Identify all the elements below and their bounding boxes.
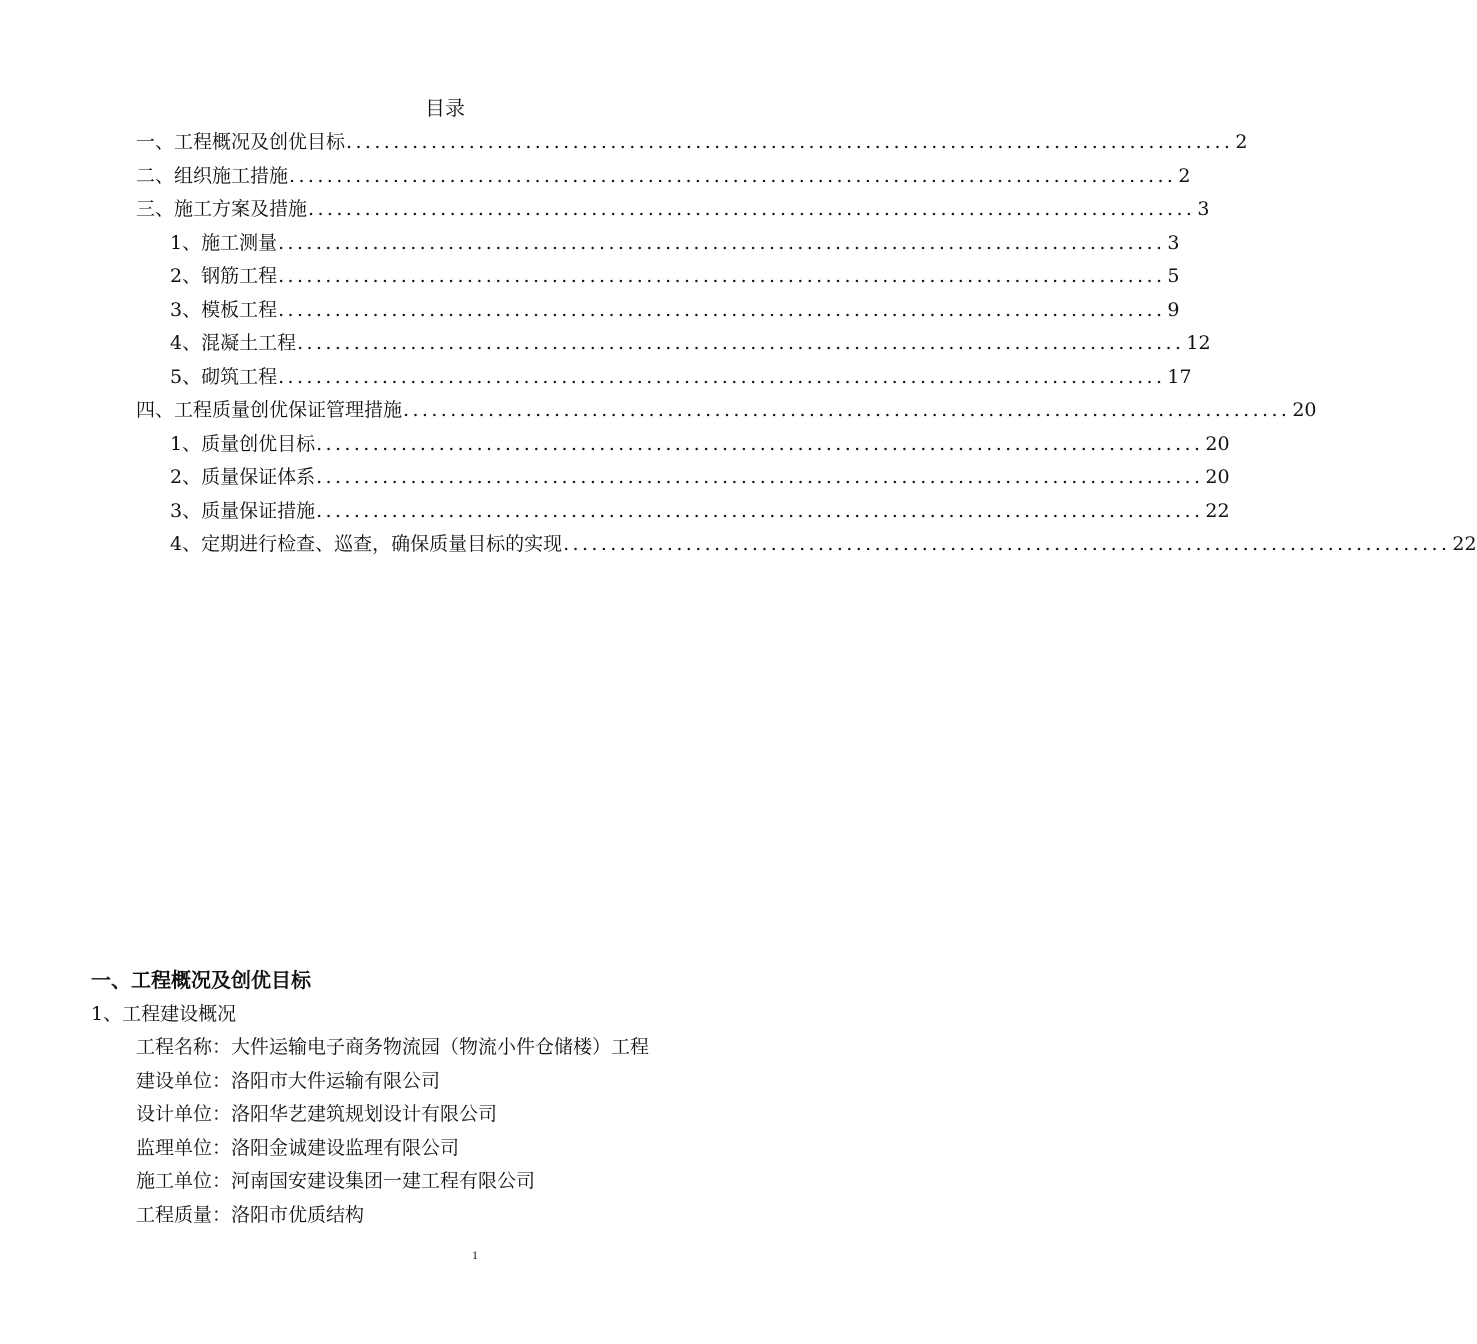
- toc-subentry[interactable]: [136, 327, 1211, 361]
- toc-leader-dots: ..............................................................................................: [278, 231, 1166, 254]
- toc-leader-dots: ..............................................................................................: [278, 298, 1166, 321]
- toc-leader-dots: ..............................................................................................: [289, 164, 1177, 187]
- toc-entry[interactable]: [136, 160, 1191, 194]
- toc-entry-page: 5: [1167, 265, 1180, 287]
- supervisor-line: 监理单位：洛阳金诚建设监理有限公司: [136, 1136, 460, 1159]
- toc-entry-label: 4、定期进行检查、巡查，确保质量目标的实现: [170, 533, 563, 555]
- section-heading: 一、工程概况及创优目标: [91, 968, 311, 992]
- toc-title: 目录: [425, 96, 465, 120]
- quality-line: 工程质量：洛阳市优质结构: [136, 1203, 365, 1226]
- toc-subentry[interactable]: [136, 495, 1230, 529]
- table-of-contents: [136, 126, 1477, 562]
- toc-entry-label: 4、混凝土工程: [170, 332, 297, 354]
- toc-entry-label: 3、质量保证措施: [170, 499, 316, 522]
- toc-entry-label: 四、工程质量创优保证管理措施: [136, 399, 403, 421]
- toc-leader-dots: ..............................................................................................: [278, 365, 1166, 388]
- toc-entry-label: 一、工程概况及创优目标: [136, 131, 346, 153]
- toc-entry-label: 三、施工方案及措施: [136, 198, 308, 220]
- toc-entry-page: 3: [1197, 198, 1210, 220]
- toc-entry[interactable]: [136, 394, 1317, 428]
- toc-entry-label: 1、施工测量: [170, 231, 278, 254]
- contractor-line: 施工单位：河南国安建设集团一建工程有限公司: [136, 1170, 536, 1192]
- toc-leader-dots: ..............................................................................................: [316, 466, 1204, 488]
- toc-entry[interactable]: [136, 126, 1248, 160]
- toc-entry-page: 17: [1167, 365, 1192, 388]
- toc-entry-label: 5、砌筑工程: [170, 365, 278, 388]
- toc-entry-page: 12: [1186, 332, 1211, 354]
- toc-leader-dots: ..............................................................................................: [403, 399, 1291, 421]
- toc-entry[interactable]: [136, 193, 1210, 227]
- client-line: 建设单位：洛阳市大件运输有限公司: [136, 1069, 441, 1092]
- toc-entry-label: 1、质量创优目标: [170, 432, 316, 455]
- toc-leader-dots: ..............................................................................................: [297, 332, 1185, 354]
- toc-entry-page: 2: [1235, 131, 1248, 153]
- toc-entry-page: 20: [1205, 466, 1230, 488]
- toc-leader-dots: ..............................................................................................: [316, 432, 1204, 455]
- toc-entry-label: 2、质量保证体系: [170, 466, 316, 488]
- toc-leader-dots: ..............................................................................................: [316, 499, 1204, 522]
- toc-leader-dots: ..............................................................................................: [278, 265, 1166, 287]
- toc-entry-label: 2、钢筋工程: [170, 265, 278, 287]
- toc-entry-label: 3、模板工程: [170, 298, 278, 321]
- toc-entry-page: 20: [1292, 399, 1317, 421]
- toc-entry-page: 22: [1205, 499, 1230, 522]
- toc-subentry[interactable]: [136, 227, 1180, 261]
- toc-entry-page: 2: [1178, 164, 1191, 187]
- toc-leader-dots: ..............................................................................................: [308, 198, 1196, 220]
- toc-subentry[interactable]: [136, 461, 1230, 495]
- toc-entry-page: 9: [1167, 298, 1180, 321]
- designer-line: 设计单位：洛阳华艺建筑规划设计有限公司: [136, 1103, 498, 1125]
- toc-subentry[interactable]: [136, 260, 1180, 294]
- toc-subentry[interactable]: [136, 428, 1230, 462]
- page-number: 1: [472, 1248, 478, 1262]
- toc-entry-label: 二、组织施工措施: [136, 164, 289, 187]
- subsection-heading: 1、工程建设概况: [91, 1003, 237, 1025]
- project-info-list: [136, 1031, 649, 1232]
- project-name-line: 工程名称：大件运输电子商务物流园（物流小件仓储楼）工程: [136, 1036, 650, 1058]
- toc-subentry[interactable]: [136, 361, 1192, 395]
- toc-subentry[interactable]: [136, 528, 1477, 562]
- toc-entry-page: 20: [1205, 432, 1230, 455]
- toc-entry-page: 22: [1452, 533, 1477, 555]
- toc-subentry[interactable]: [136, 294, 1180, 328]
- toc-entry-page: 3: [1167, 231, 1180, 254]
- toc-leader-dots: ..............................................................................................: [563, 533, 1451, 555]
- toc-leader-dots: ..............................................................................................: [346, 131, 1234, 153]
